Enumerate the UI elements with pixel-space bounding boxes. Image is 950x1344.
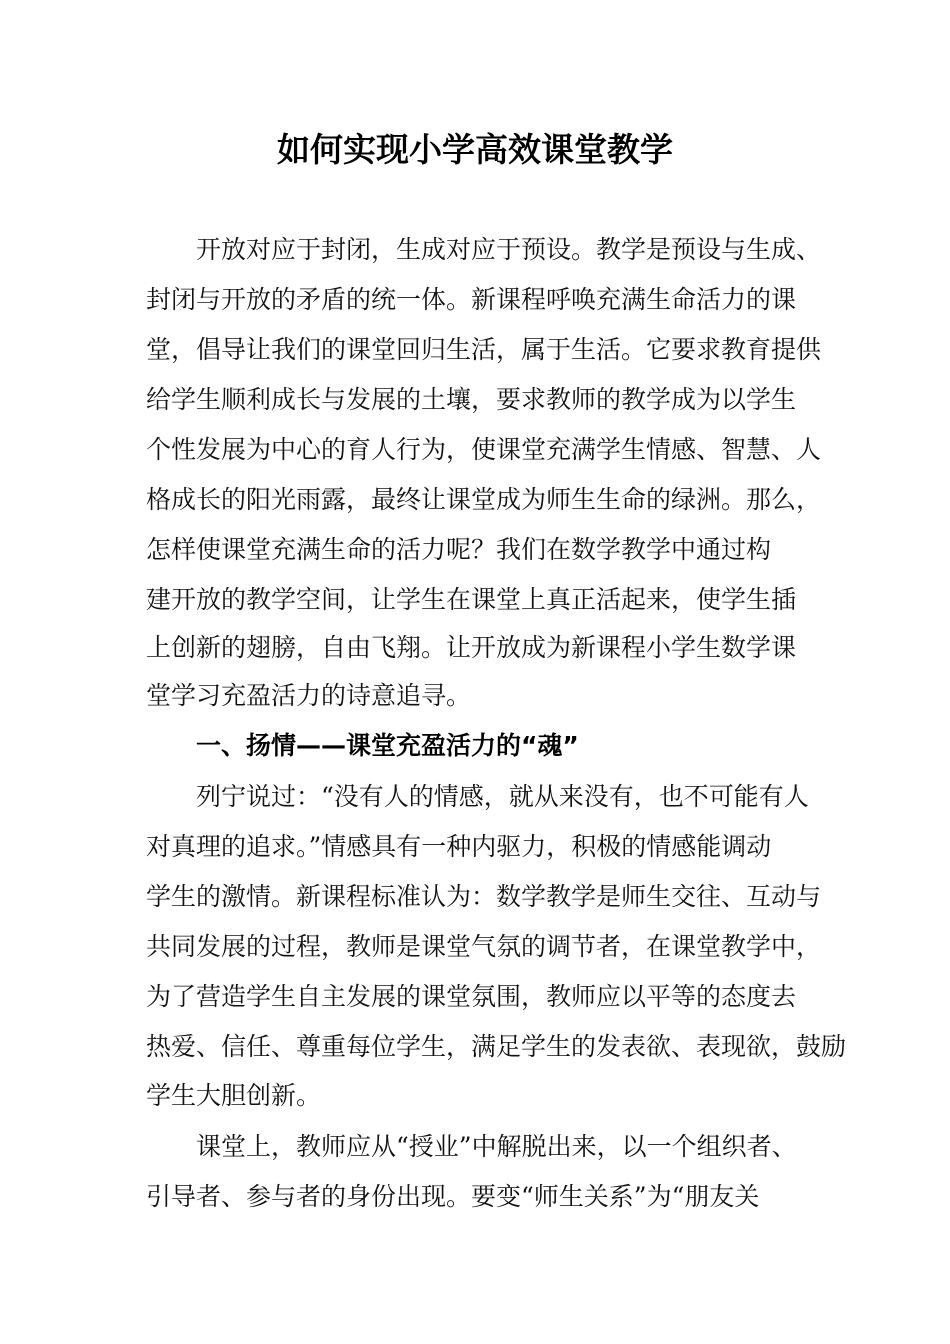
text-line: 学生大胆创新。 xyxy=(146,1081,322,1110)
text-line: 引导者、参与者的身份出现。要变“师生关系”为“朋友关 xyxy=(146,1182,760,1211)
text-line: 格成长的阳光雨露，最终让课堂成为师生生命的绿洲。那么， xyxy=(146,485,822,514)
text-line: 堂学习充盈活力的诗意追寻。 xyxy=(146,681,472,710)
text-line: 封闭与开放的矛盾的统一体。新课程呼唤充满生命活力的课 xyxy=(146,285,797,314)
text-line: 列宁说过：“没有人的情感，就从来没有，也不可能有人 xyxy=(146,782,809,811)
text-line: 堂，倡导让我们的课堂回归生活，属于生活。它要求教育提供 xyxy=(146,335,822,364)
text-line: 对真理的追求。”情感具有一种内驱力，积极的情感能调动 xyxy=(146,832,772,861)
text-line: 上创新的翅膀，自由飞翔。让开放成为新课程小学生数学课 xyxy=(146,633,797,662)
text-line: 个性发展为中心的育人行为，使课堂充满学生情感、智慧、人 xyxy=(146,435,822,464)
text-line: 给学生顺利成长与发展的土壤，要求教师的教学成为以学生 xyxy=(146,385,797,414)
text-line: 建开放的教学空间，让学生在课堂上真正活起来，使学生插 xyxy=(146,585,797,614)
text-line: 开放对应于封闭，生成对应于预设。教学是预设与生成、 xyxy=(146,235,822,264)
text-line: 怎样使课堂充满生命的活力呢？我们在数学教学中通过构 xyxy=(146,535,772,564)
document-title: 如何实现小学高效课堂教学 xyxy=(277,130,673,169)
text-line: 课堂上，教师应从“授业”中解脱出来，以一个组织者、 xyxy=(146,1132,797,1161)
text-line: 为了营造学生自主发展的课堂氛围，教师应以平等的态度去 xyxy=(146,982,797,1011)
text-line: 学生的激情。新课程标准认为：数学教学是师生交往、互动与 xyxy=(146,882,822,911)
section-heading: 一、扬情——课堂充盈活力的“魂” xyxy=(146,731,579,760)
text-line: 热爱、信任、尊重每位学生，满足学生的发表欲、表现欲，鼓励 xyxy=(146,1032,847,1061)
text-line: 共同发展的过程，教师是课堂气氛的调节者，在课堂教学中， xyxy=(146,932,822,961)
